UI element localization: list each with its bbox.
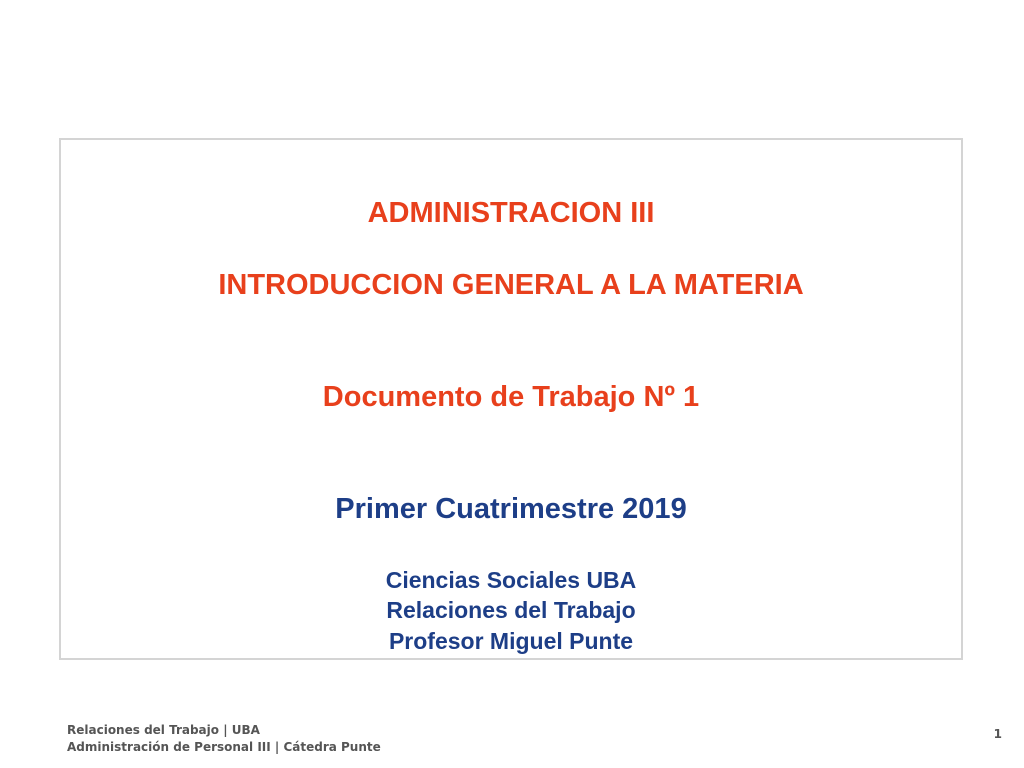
title-slide-frame [59, 138, 963, 660]
footer-line-1: Relaciones del Trabajo | UBA [67, 723, 260, 737]
faculty-label: Ciencias Sociales UBA [385, 567, 637, 593]
professor-label: Profesor Miguel Punte [388, 628, 634, 654]
program-label: Relaciones del Trabajo [386, 597, 636, 623]
term-label: Primer Cuatrimestre 2019 [335, 493, 687, 525]
footer-line-2: Administración de Personal III | Cátedra Punte [67, 740, 381, 754]
slide-title: ADMINISTRACION III [367, 197, 655, 229]
slide-footer [67, 722, 381, 756]
slide-subtitle: INTRODUCCION GENERAL A LA MATERIA [218, 269, 804, 301]
document-label: Documento de Trabajo Nº 1 [322, 381, 700, 413]
page-number: 1 [993, 727, 1002, 741]
